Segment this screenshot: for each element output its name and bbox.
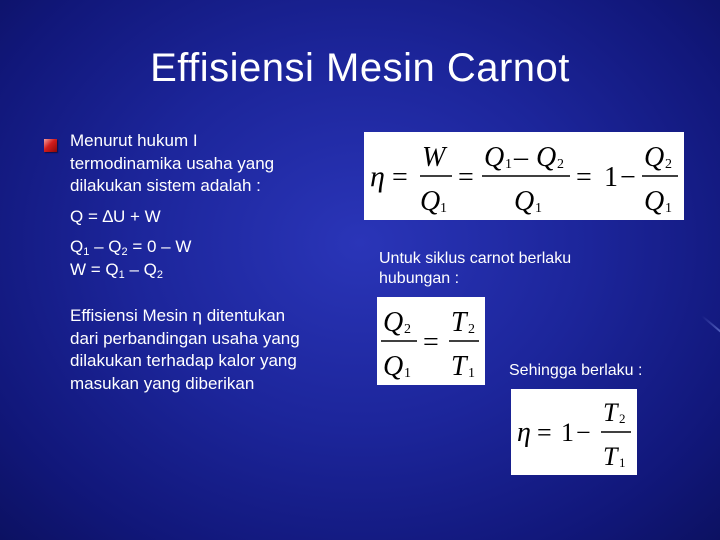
bullet-line-2: termodinamika usaha yang: [70, 153, 275, 173]
equals-2: =: [458, 162, 474, 193]
equals-5: =: [537, 418, 552, 447]
equation-heat-balance: $Q_1 - Q_2 = 0 - W$: [70, 237, 192, 258]
efficiency-line-4: masukan yang diberikan: [70, 373, 255, 393]
sub-2-c: 2: [404, 322, 411, 337]
bullet-line-1: Menurut hukum I: [70, 131, 198, 150]
eta-symbol: η: [370, 160, 385, 193]
efficiency-formula-box: [364, 132, 684, 220]
T2-top-2: T: [603, 398, 618, 427]
one-2: 1: [561, 418, 574, 447]
carnot-relation-label: Untuk siklus carnot berlaku hubungan :: [379, 250, 572, 287]
minus-2: −: [620, 162, 636, 193]
efficiency-line-2: dari perbandingan usaha yang: [70, 328, 300, 348]
bullet-paragraph: [70, 130, 274, 281]
efficiency-line-3: dilakukan terhadap kalor yang: [70, 351, 297, 370]
Q1-bottom: Q: [383, 351, 404, 382]
sub-1-b: 1: [505, 157, 512, 172]
sub-1-f: 1: [468, 366, 475, 381]
sub-1-a: 1: [440, 201, 447, 216]
Q1-denominator-a: Q: [420, 186, 441, 217]
carnot-ratio-formula-box: [377, 297, 485, 385]
one: 1: [604, 162, 618, 193]
work-W: W: [422, 142, 446, 173]
slide-title: Effisiensi Mesin Carnot: [150, 46, 570, 90]
sub-1-e: 1: [404, 366, 411, 381]
sub-2-d: 2: [468, 322, 475, 337]
sub-1-c: 1: [535, 201, 542, 216]
eta-symbol-2: η: [517, 417, 531, 448]
T1-bottom-2: T: [603, 442, 618, 471]
bullet-line-3: dilakukan sistem adalah :: [70, 176, 261, 195]
equation-first-law: Q = ∆U + W: [70, 206, 161, 226]
efficiency-paragraph: [70, 305, 300, 395]
Q1-numerator: Q: [484, 142, 505, 173]
red-square-bullet-icon: [44, 139, 57, 152]
Q2-top: Q: [383, 307, 404, 338]
equals-3: =: [576, 162, 592, 193]
minus-1: –: [514, 142, 528, 173]
equation-work: $W = Q_1 - Q_2$: [70, 259, 164, 281]
T1-bottom: T: [451, 351, 467, 382]
sub-2-e: 2: [619, 411, 626, 426]
carnot-efficiency-formula-box: [511, 389, 637, 475]
equals-4: =: [423, 327, 439, 358]
Q2-numerator: Q: [536, 142, 557, 173]
sub-1-d: 1: [665, 201, 672, 216]
sub-1-g: 1: [619, 455, 626, 470]
minus-3: −: [576, 418, 591, 447]
Q2-numerator-b: Q: [644, 142, 665, 173]
decorative-streak: [701, 315, 720, 342]
T2-top: T: [451, 307, 467, 338]
Q1-denominator-c: Q: [644, 186, 665, 217]
sub-2-b: 2: [665, 157, 672, 172]
efficiency-line-1: Effisiensi Mesin η ditentukan: [70, 306, 286, 325]
sub-2-a: 2: [557, 157, 564, 172]
Q1-denominator-b: Q: [514, 186, 535, 217]
equals-1: =: [392, 162, 408, 193]
therefore-label: Sehingga berlaku :: [509, 362, 643, 379]
